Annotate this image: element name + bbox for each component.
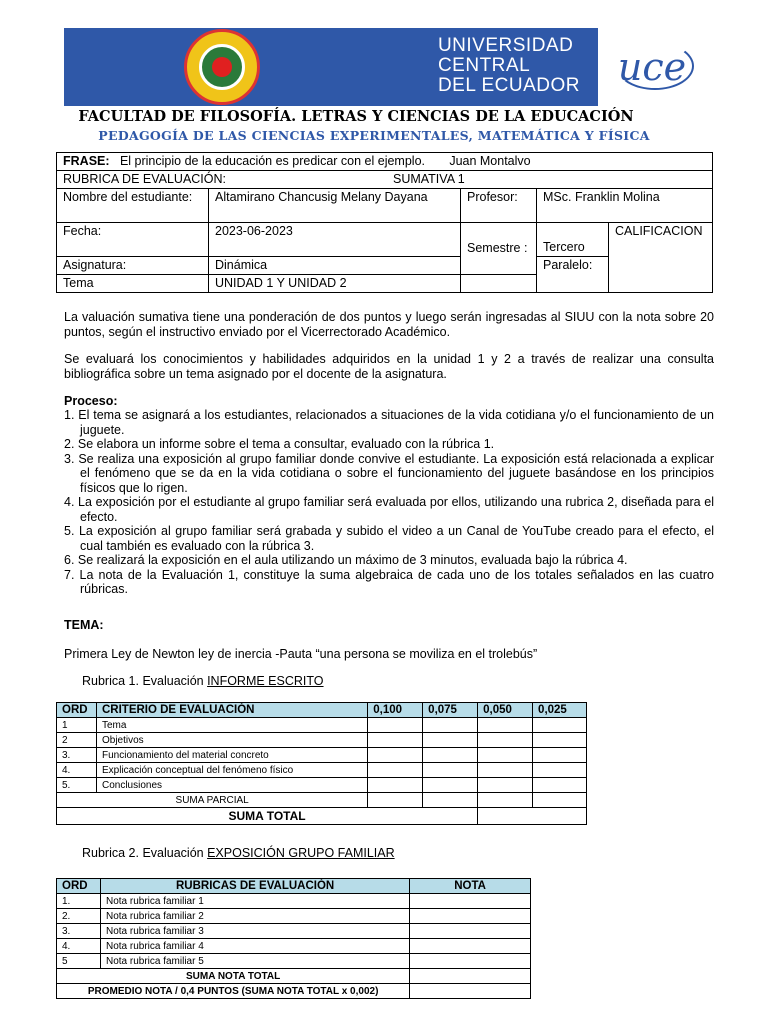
topic-value: UNIDAD 1 Y UNIDAD 2 bbox=[209, 275, 461, 293]
rubrica-label: RUBRICA DE EVALUACIÓN: bbox=[63, 172, 227, 186]
score-cell[interactable] bbox=[533, 778, 587, 793]
tema-title: TEMA: bbox=[64, 618, 104, 632]
parallel-label: Paralelo: bbox=[537, 257, 609, 293]
score-cell[interactable] bbox=[533, 748, 587, 763]
score-cell[interactable] bbox=[478, 748, 533, 763]
rubric2-header-nota: NOTA bbox=[410, 879, 531, 894]
tema-text: Primera Ley de Newton ley de inercia -Pauta “una persona se moviliza en el trolebús” bbox=[64, 647, 538, 661]
rubric1-caption-prefix: Rubrica 1. Evaluación bbox=[82, 674, 208, 688]
process-item: 1. El tema se asignará a los estudiantes, relacionados a situaciones de la vida cotidiana y/o el funcionamiento de un juguete. bbox=[64, 408, 714, 437]
process-title: Proceso: bbox=[64, 394, 118, 408]
rubric1-ord: 3. bbox=[57, 748, 97, 763]
table-row bbox=[57, 954, 531, 969]
score-cell[interactable] bbox=[368, 763, 423, 778]
rubric2-rubrica: Nota rubrica familiar 5 bbox=[100, 954, 409, 969]
career-title: PEDAGOGÍA DE LAS CIENCIAS EXPERIMENTALES, MATEMÁTICA Y FÍSICA bbox=[98, 128, 650, 143]
table-row bbox=[57, 748, 587, 763]
table-row bbox=[57, 939, 531, 954]
frase-label: FRASE: bbox=[63, 154, 110, 168]
rubric2-ord: 3. bbox=[57, 924, 101, 939]
table-row bbox=[57, 924, 531, 939]
rubric2-caption-title: EXPOSICIÓN GRUPO FAMILIAR bbox=[207, 846, 395, 860]
score-cell[interactable] bbox=[423, 733, 478, 748]
seal-core bbox=[212, 57, 232, 77]
rubric1-table bbox=[56, 702, 587, 825]
rubric2-table bbox=[56, 878, 531, 999]
process-item: 3. Se realiza una exposición al grupo familiar donde convive el estudiante. La exposición está relacionada a explicar el fenómeno que se da en la vida cotidiana o sobre el funcionamiento del juguete basándose en los principios físicos que lo rigen. bbox=[64, 451, 714, 495]
university-name-line-3: DEL ECUADOR bbox=[437, 75, 580, 96]
process-item: 7. La nota de la Evaluación 1, constituye la suma algebraica de cada uno de los totales señalados en las cuatro rúbricas. bbox=[64, 567, 714, 596]
subject-label: Asignatura: bbox=[57, 257, 209, 275]
nota-cell[interactable] bbox=[410, 939, 531, 954]
rubric2-ord: 2. bbox=[57, 909, 101, 924]
student-info-table bbox=[56, 152, 713, 293]
score-cell[interactable] bbox=[478, 763, 533, 778]
semester-label: Semestre : bbox=[461, 223, 537, 275]
rubric1-header-ord: ORD bbox=[57, 703, 97, 718]
semester-value: Tercero bbox=[537, 223, 609, 257]
score-cell[interactable] bbox=[533, 733, 587, 748]
rubric2-ord: 1. bbox=[57, 894, 101, 909]
date-label: Fecha: bbox=[57, 223, 209, 257]
score-cell[interactable] bbox=[368, 748, 423, 763]
rubric1-caption bbox=[82, 674, 732, 689]
score-cell[interactable] bbox=[368, 733, 423, 748]
student-label: Nombre del estudiante: bbox=[57, 189, 209, 223]
nota-cell[interactable] bbox=[410, 954, 531, 969]
rubric2-rubrica: Nota rubrica familiar 1 bbox=[100, 894, 409, 909]
score-cell[interactable] bbox=[478, 778, 533, 793]
process-item: 4. La exposición por el estudiante al grupo familiar será evaluada por ellos, utilizando una rubrica 2, diseñada para el efecto. bbox=[64, 495, 714, 524]
rubric2-rubrica: Nota rubrica familiar 2 bbox=[100, 909, 409, 924]
university-name bbox=[438, 36, 580, 96]
score-cell[interactable] bbox=[533, 763, 587, 778]
rubric1-total-label: SUMA TOTAL bbox=[57, 808, 478, 825]
rubric1-header-criterio: CRITERIO DE EVALUACIÓN bbox=[96, 703, 367, 718]
rubrica-cell bbox=[57, 171, 713, 189]
process-item: 6. Se realizará la exposición en el aula utilizando un máximo de 3 minutos, evaluada bajo la rúbrica 4. bbox=[64, 553, 628, 567]
rubric1-header-score-4: 0,025 bbox=[533, 703, 587, 718]
university-name-line-2: CENTRAL bbox=[437, 55, 531, 76]
rubric2-sum-label: SUMA NOTA TOTAL bbox=[57, 969, 410, 984]
score-cell[interactable] bbox=[478, 793, 533, 808]
frase-text: El principio de la educación es predicar con el ejemplo. bbox=[119, 154, 425, 168]
score-cell[interactable] bbox=[533, 793, 587, 808]
process-item: 5. La exposición al grupo familiar será grabada y subido el video a un Canal de YouTube creado para el efecto, el cual también es evaluado con la rúbrica 3. bbox=[64, 524, 714, 553]
table-row bbox=[57, 894, 531, 909]
topic-label: Tema bbox=[57, 275, 209, 293]
table-row bbox=[57, 778, 587, 793]
table-row bbox=[57, 733, 587, 748]
paragraph-2: Se evaluará los conocimientos y habilidades adquiridos en la unidad 1 y 2 a través de realizar una consulta bibliográfica sobre un tema asignado por el docente de la asignatura. bbox=[64, 352, 714, 381]
process-list bbox=[64, 408, 714, 597]
score-cell[interactable] bbox=[423, 718, 478, 733]
rubric1-criterio: Funcionamiento del material concreto bbox=[96, 748, 367, 763]
table-row bbox=[57, 763, 587, 778]
topic-empty bbox=[461, 275, 537, 293]
rubric2-ord: 4. bbox=[57, 939, 101, 954]
rubric2-header-rubricas: RUBRICAS DE EVALUACIÓN bbox=[100, 879, 409, 894]
table-row bbox=[57, 718, 587, 733]
rubric2-ord: 5 bbox=[57, 954, 101, 969]
frase-author: Juan Montalvo bbox=[449, 154, 531, 168]
university-name-line-1: UNIVERSIDAD bbox=[437, 35, 574, 56]
rubric2-average-label: PROMEDIO NOTA / 0,4 PUNTOS (SUMA NOTA TOTAL x 0,002) bbox=[57, 984, 410, 999]
uce-logo: uce bbox=[617, 45, 687, 89]
teacher-value: MSc. Franklin Molina bbox=[537, 189, 713, 223]
rubric1-header-score-1: 0,100 bbox=[368, 703, 423, 718]
nota-cell[interactable] bbox=[410, 924, 531, 939]
score-cell[interactable] bbox=[423, 763, 478, 778]
rubric1-ord: 4. bbox=[57, 763, 97, 778]
grade-label: CALIFICACION bbox=[609, 223, 713, 293]
rubric1-criterio: Conclusiones bbox=[96, 778, 367, 793]
score-cell[interactable] bbox=[368, 793, 423, 808]
rubric1-header-score-2: 0,075 bbox=[423, 703, 478, 718]
teacher-label: Profesor: bbox=[461, 189, 537, 223]
rubric1-criterio: Explicación conceptual del fenómeno físico bbox=[96, 763, 367, 778]
process-item: 2. Se elabora un informe sobre el tema a consultar, evaluado con la rúbrica 1. bbox=[64, 437, 495, 451]
faculty-title: FACULTAD DE FILOSOFÍA. LETRAS Y CIENCIAS DE LA EDUCACIÓN bbox=[78, 108, 634, 125]
rubric2-rubrica: Nota rubrica familiar 3 bbox=[100, 924, 409, 939]
date-value: 2023-06-2023 bbox=[209, 223, 461, 257]
score-cell[interactable] bbox=[533, 718, 587, 733]
score-cell[interactable] bbox=[478, 733, 533, 748]
nota-cell[interactable] bbox=[410, 984, 531, 999]
rubric1-caption-title: INFORME ESCRITO bbox=[207, 674, 324, 688]
rubric2-rubrica: Nota rubrica familiar 4 bbox=[100, 939, 409, 954]
rubric1-ord: 5. bbox=[57, 778, 97, 793]
score-cell[interactable] bbox=[423, 793, 478, 808]
frase-cell bbox=[57, 153, 713, 171]
rubrica-type: SUMATIVA 1 bbox=[392, 172, 465, 186]
university-banner bbox=[64, 28, 598, 106]
student-value: Altamirano Chancusig Melany Dayana bbox=[209, 189, 461, 223]
nota-cell[interactable] bbox=[410, 909, 531, 924]
score-cell[interactable] bbox=[368, 778, 423, 793]
score-cell[interactable] bbox=[423, 748, 478, 763]
nota-cell[interactable] bbox=[410, 894, 531, 909]
rubric1-partial-label: SUMA PARCIAL bbox=[57, 793, 368, 808]
score-cell[interactable] bbox=[368, 718, 423, 733]
rubric1-criterio: Tema bbox=[96, 718, 367, 733]
university-seal bbox=[184, 29, 260, 105]
paragraph-1: La valuación sumativa tiene una ponderación de dos puntos y luego serán ingresadas al SIUU con la nota sobre 20 puntos, según el instructivo enviado por el Vicerrectorado Académico. bbox=[64, 310, 714, 339]
nota-cell[interactable] bbox=[410, 969, 531, 984]
rubric1-header-score-3: 0,050 bbox=[478, 703, 533, 718]
rubric2-header-ord: ORD bbox=[57, 879, 101, 894]
rubric1-criterio: Objetivos bbox=[96, 733, 367, 748]
table-row bbox=[57, 909, 531, 924]
seal-inner-emblem bbox=[199, 44, 245, 90]
rubric1-ord: 2 bbox=[57, 733, 97, 748]
rubric1-total-value[interactable] bbox=[478, 808, 587, 825]
rubric2-caption-prefix: Rubrica 2. Evaluación bbox=[82, 846, 208, 860]
rubric1-ord: 1 bbox=[57, 718, 97, 733]
score-cell[interactable] bbox=[423, 778, 478, 793]
rubric2-caption bbox=[82, 846, 732, 861]
score-cell[interactable] bbox=[478, 718, 533, 733]
subject-value: Dinámica bbox=[209, 257, 461, 275]
